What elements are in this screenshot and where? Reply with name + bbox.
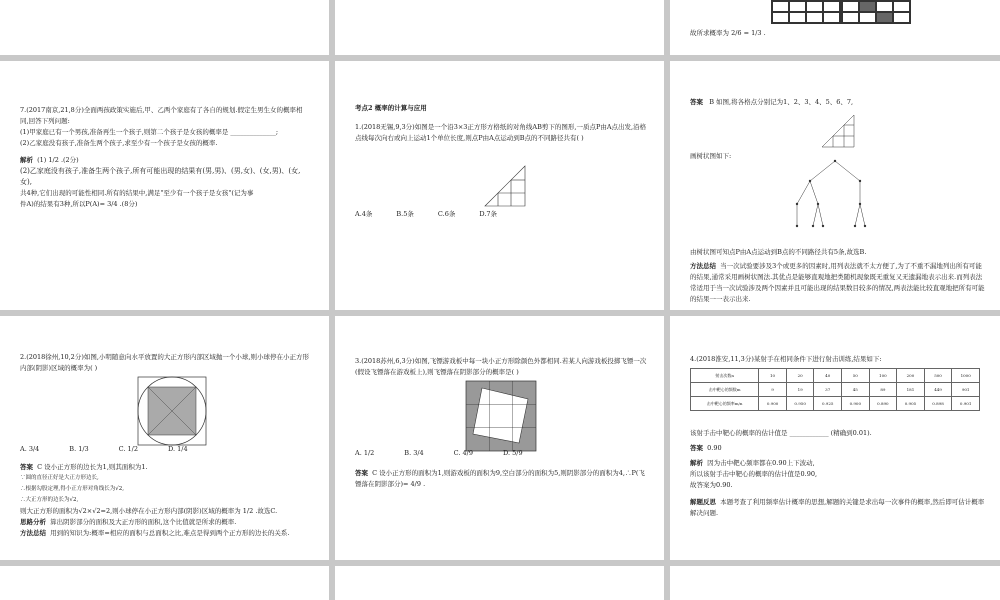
answer-line-1: ∵圆的直径正好是大正方形边长, [20,475,99,481]
analysis-line-2: 所以该射手击中靶心的概率的估计值是0.90, [690,470,818,478]
option-d[interactable]: D. 1/4 [168,445,188,453]
slide-topic-2 [335,61,664,310]
thinking-label: 思路分析 [20,518,46,526]
option-c[interactable]: C. 4/9 [453,449,474,457]
tree-diagram [785,156,885,236]
probability-result: 故所求概率为 2/6 = 1/3 . [690,29,766,37]
answer-part-4: 件A)的结果有3种,所以P(A)= 3/4 .(8分) [20,200,138,208]
analysis-label: 解析 [690,459,703,467]
option-b[interactable]: B.5条 [396,210,414,218]
option-c[interactable]: C.6条 [437,210,456,218]
option-a[interactable]: A.4条 [355,210,373,218]
slide-bottom-middle [335,566,664,600]
reflection-label: 解题反思 [690,498,716,506]
slide-q7 [0,61,329,310]
question-text: 2.(2018徐州,10,2分)如图,小明随意向水平放置的大正方形内部区域抛一个小球,则小球停在小正方形内部(阴影)区域的概率为( ) [20,353,309,372]
frequency-table [690,368,980,411]
slide-top-left [0,0,329,55]
answer-part-2: (2)乙家庭没有孩子,准备生两个孩子,所有可能出现的结果有(男,男)、(男,女)、(女,男)、(女,女), [20,167,301,186]
answer-line-4: 则大正方形的面积为√2×√2=2,则小球停在小正方形内部(阴影)区域的概率为 1/2 .故选C. [20,507,278,515]
table-row: 击中靶心的频率m/n 0.900 0.950 0.925 0.900 0.890 0.905 0.898 0.901 [691,397,980,411]
answer-line-3: ∴大正方形的边长为√2, [20,497,79,503]
staircase-grid-figure [480,161,530,211]
slide-bottom-left [0,566,329,600]
method-summary-label: 方法总结 [20,529,46,537]
option-d[interactable]: D. 5/9 [503,449,523,457]
option-a[interactable]: A. 1/2 [355,449,375,457]
answer-label: 答案 [690,444,703,452]
answer-text: B 如图,将各格点分别记为1、2、3、4、5、6、7, [709,98,854,106]
slide-tree-answer [670,61,1000,310]
question-text: 7.(2017南京,21,8分)全面两孩政策实施后,甲、乙两个家庭有了各自的规划.假定生男生女的概率相同,回答下列问题: [20,106,303,125]
option-b[interactable]: B. 3/4 [404,449,424,457]
answer-line-2: ∴根据勾股定理,得小正方形对角线长为√2, [20,486,125,492]
slide-q3-suzhou [335,316,664,560]
option-a[interactable]: A. 3/4 [20,445,40,453]
circle-square-figure [132,376,212,446]
reflection-text: 本题考查了利用频率估计概率的思想,解题的关键是求出每一次事件的概率,然后即可估计概率解决问题. [690,498,985,517]
answer-text: C 设小正方形的面积为1,则游戏板的面积为9,空白部分的面积为5,则阴影部分的面积为4,∴P(飞镖落在阴影部分)= 4/9 . [355,469,645,488]
answer-text: C 设小正方形的边长为1,则其面积为1. [37,463,148,471]
question-text: 4.(2018淮安,11,3分)某射手在相同条件下进行射击训练,结果如下: [690,355,882,363]
question-text: 1.(2018无锡,9,3分)如图是一个沿3×3正方形方格纸的对角线AB剪下的图形,一质点P由A点出发,沿格点线每次向右或向上运动1个单位长度,则点P由A点运动到B点的不同路径共有( ) [355,123,647,142]
dartboard-figure [465,380,537,452]
section-heading: 考点2 概率的计算与应用 [355,104,427,112]
method-summary-label: 方法总结 [690,262,716,270]
lattice-figure [818,111,858,151]
slide-top-middle [335,0,664,55]
thinking-text: 算出阴影部分的面积及大正方形的面积,这个比值就是所求的概率. [50,518,237,526]
analysis-line-3: 故答案为0.90. [690,481,733,489]
answer-label: 答案 [690,98,703,106]
question-part-1: (1)甲家庭已有一个男孩,准备再生一个孩子,则第二个孩子是女孩的概率是 ______________; [20,128,279,136]
answer-label: 答案 [355,469,368,477]
method-summary-text: 用到的知识为:概率=相应的面积与总面积之比,难点是得到两个正方形的边长的关系. [50,529,290,537]
slide-q4-huaian [670,316,1000,560]
question-text: 3.(2018苏州,6,3分)如图,飞镖游戏板中每一块小正方形除颜色外都相同.若某人向游戏板投掷飞镖一次(假设飞镖落在游戏板上),则飞镖落在阴影部分的概率是( ) [355,357,647,376]
method-summary-text: 当一次试验要涉及3个或更多的因素时,用列表法就不太方便了,为了不重不漏地列出所有可能的结果,通常采用画树状图法.其优点是能够直观地把类随机现象既无重复又无遗漏地表示出来.而列表法常适用于当一次试验涉及两个因素并且可能出现的结果数目较多的情况,两表法能比较直观地把所有可能的结果一一表示出来. [690,262,985,303]
table-row: 击中靶心的频数m 9 19 37 45 89 181 449 901 [691,383,980,397]
slide-bottom-right [670,566,1000,600]
slide-q2-xuzhou [0,316,329,560]
grid-figure-left [771,0,841,24]
question-part-2: 该射手击中靶心的概率的估计值是 ____________ (精确到0.01). [690,429,872,437]
option-b[interactable]: B. 1/3 [69,445,89,453]
answer-label: 答案 [20,463,33,471]
slide-top-right [670,0,1000,55]
conclusion-text: 由树状图可知点P由A点运动到B点的不同路径共有5条,故选B. [690,248,867,256]
table-row: 射击次数n 10 20 40 50 100 200 500 1000 [691,369,980,383]
option-d[interactable]: D.7条 [479,210,498,218]
analysis-label: 解析 [20,156,33,164]
question-part-2: (2)乙家庭没有孩子,准备生两个孩子,求至少有一个孩子是女孩的概率. [20,139,218,147]
tree-title: 画树状图如下: [690,152,732,160]
answer-part-3: 共4种,它们出现的可能性相同.所有的结果中,满足"至少有一个孩子是女孩"(记为事 [20,189,254,197]
analysis-line-1: 因为击中靶心频率都在0.90上下波动, [707,459,815,467]
answer-part-1: (1) 1/2 .(2分) [37,156,79,164]
grid-figure-right [841,0,911,24]
answer-text: 0.90 [707,444,722,452]
option-c[interactable]: C. 1/2 [118,445,139,453]
